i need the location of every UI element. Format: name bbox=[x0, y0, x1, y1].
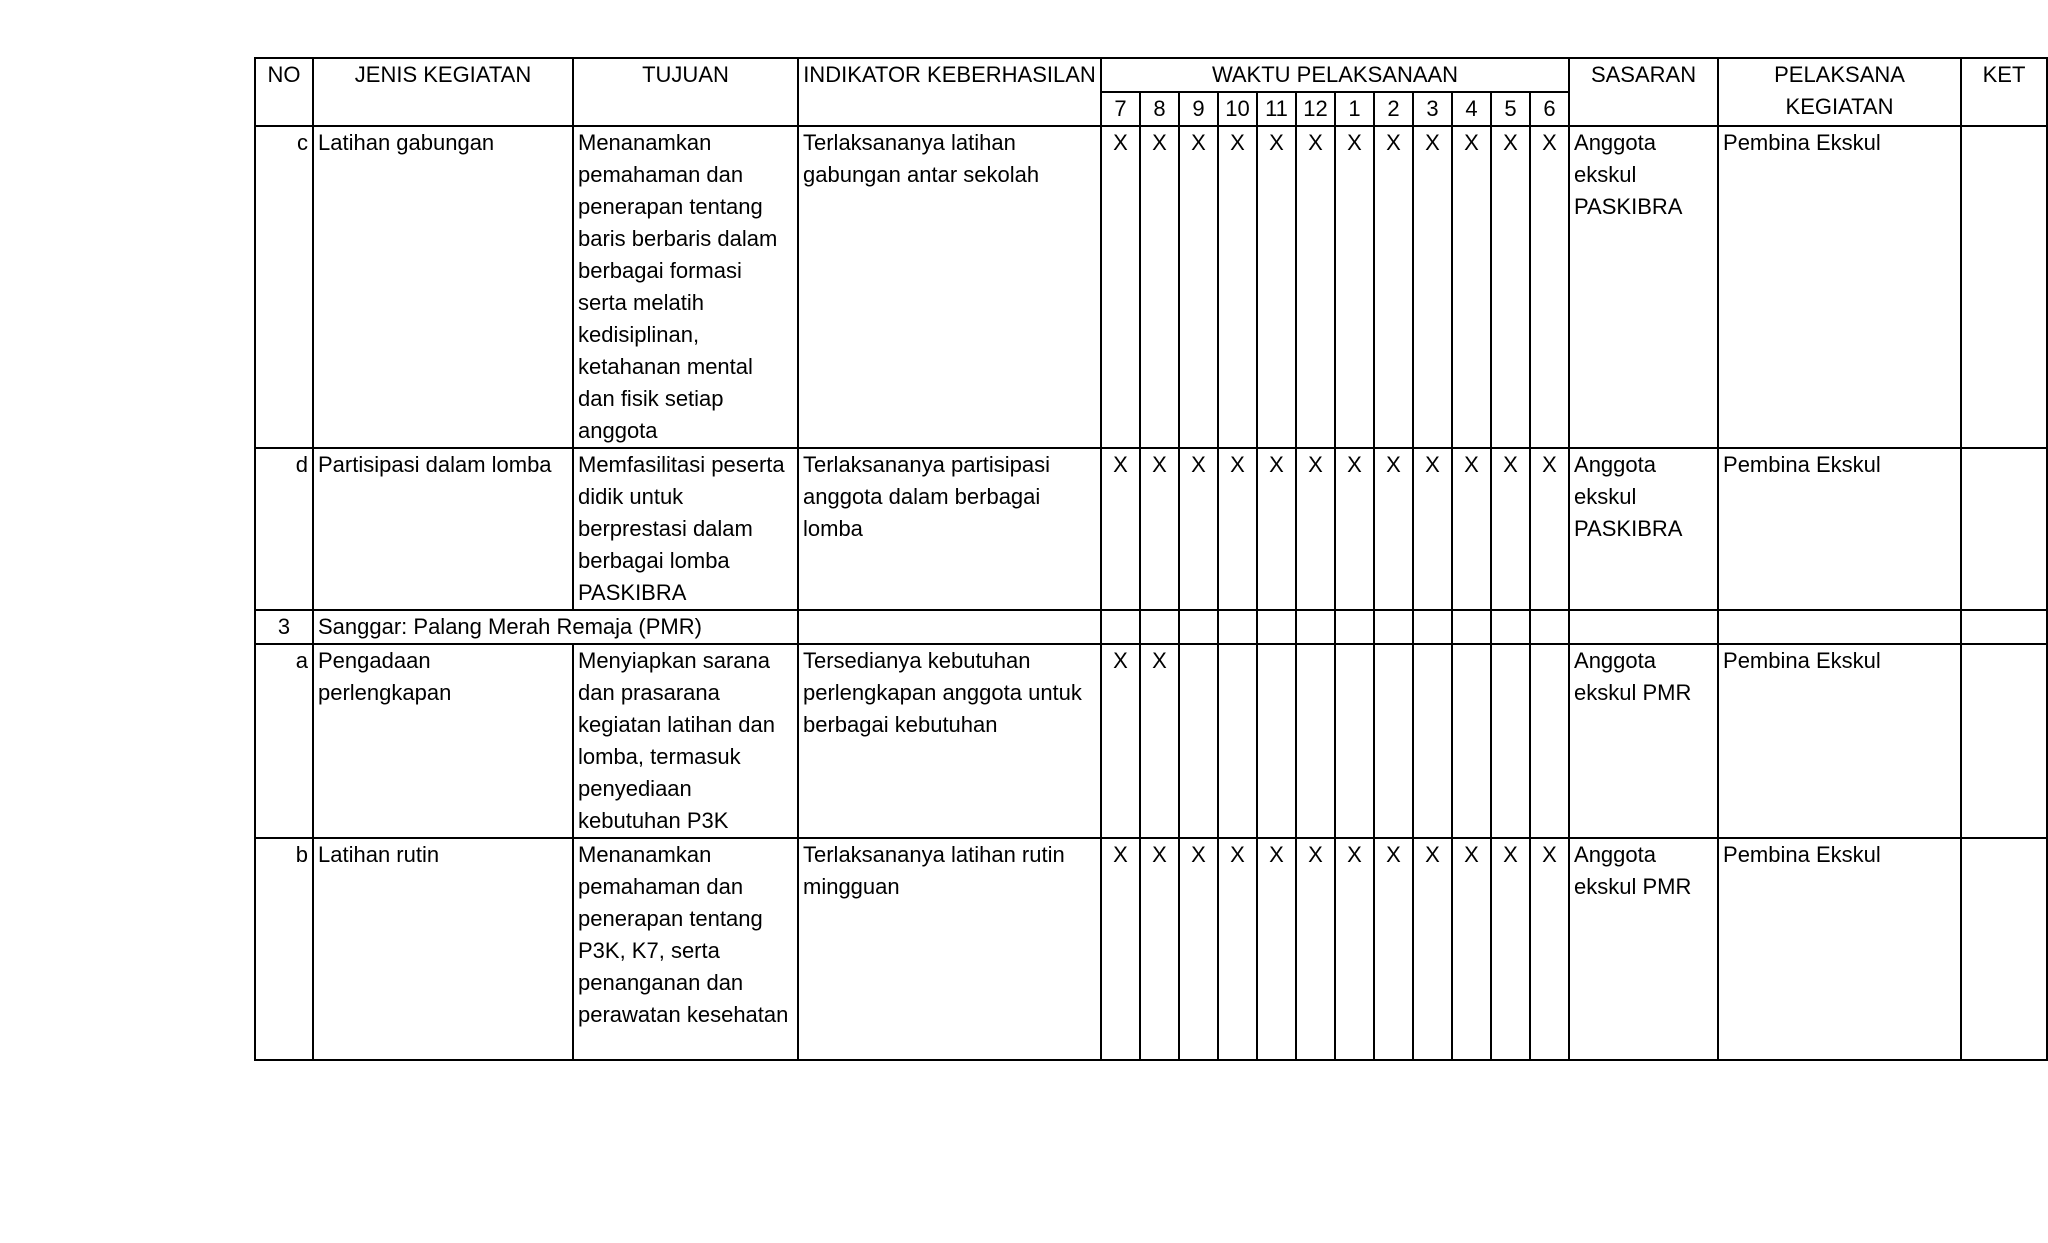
schedule-mark: X bbox=[1335, 448, 1374, 610]
indikator-cell: Tersedianya kebutuhan perlengkapan anggota untuk berbagai kebutuhan bbox=[798, 644, 1101, 838]
schedule-mark: X bbox=[1530, 838, 1569, 1060]
schedule-mark: X bbox=[1530, 126, 1569, 448]
pelaksana-cell: Pembina Ekskul bbox=[1718, 644, 1961, 838]
schedule-mark bbox=[1257, 644, 1296, 838]
schedule-mark bbox=[1530, 610, 1569, 644]
schedule-mark bbox=[1530, 644, 1569, 838]
schedule-mark bbox=[1296, 644, 1335, 838]
schedule-mark: X bbox=[1257, 838, 1296, 1060]
tujuan-cell: Memfasilitasi peserta didik untuk berprestasi dalam berbagai lomba PASKIBRA bbox=[573, 448, 798, 610]
month-header: 7 bbox=[1101, 92, 1140, 126]
schedule-mark: X bbox=[1374, 126, 1413, 448]
schedule-mark bbox=[1257, 610, 1296, 644]
ket-cell bbox=[1961, 448, 2047, 610]
schedule-mark bbox=[1140, 610, 1179, 644]
schedule-mark: X bbox=[1374, 448, 1413, 610]
schedule-mark bbox=[1374, 644, 1413, 838]
schedule-mark: X bbox=[1374, 838, 1413, 1060]
schedule-mark: X bbox=[1101, 448, 1140, 610]
row-number: d bbox=[255, 448, 313, 610]
schedule-mark: X bbox=[1218, 838, 1257, 1060]
schedule-mark: X bbox=[1491, 448, 1530, 610]
row-number: c bbox=[255, 126, 313, 448]
month-header: 1 bbox=[1335, 92, 1374, 126]
header-sasaran: SASARAN bbox=[1569, 58, 1718, 126]
schedule-mark: X bbox=[1140, 448, 1179, 610]
tujuan-cell: Menyiapkan sarana dan prasarana kegiatan latihan dan lomba, termasuk penyediaan kebutuhan P3K bbox=[573, 644, 798, 838]
section-title: Sanggar: Palang Merah Remaja (PMR) bbox=[313, 610, 798, 644]
schedule-mark bbox=[1335, 644, 1374, 838]
pelaksana-cell bbox=[1718, 610, 1961, 644]
schedule-mark bbox=[1296, 610, 1335, 644]
table-row bbox=[255, 448, 2047, 610]
month-header: 6 bbox=[1530, 92, 1569, 126]
month-header: 5 bbox=[1491, 92, 1530, 126]
schedule-mark: X bbox=[1218, 126, 1257, 448]
tujuan-cell: Menanamkan pemahaman dan penerapan tentang baris berbaris dalam berbagai formasi serta melatih kedisiplinan, ketahanan mental dan fisik setiap anggota bbox=[573, 126, 798, 448]
schedule-mark: X bbox=[1413, 126, 1452, 448]
header-waktu-pelaksanaan: WAKTU PELAKSANAAN bbox=[1101, 58, 1569, 92]
sasaran-cell: Anggota ekskul PMR bbox=[1569, 644, 1718, 838]
schedule-mark bbox=[1491, 610, 1530, 644]
header-pelaksana: PELAKSANA KEGIATAN bbox=[1718, 58, 1961, 126]
schedule-mark: X bbox=[1335, 838, 1374, 1060]
pelaksana-cell: Pembina Ekskul bbox=[1718, 448, 1961, 610]
schedule-mark: X bbox=[1452, 448, 1491, 610]
schedule-mark: X bbox=[1530, 448, 1569, 610]
schedule-mark bbox=[1413, 644, 1452, 838]
schedule-mark bbox=[1218, 644, 1257, 838]
schedule-mark: X bbox=[1101, 644, 1140, 838]
indikator-cell: Terlaksananya partisipasi anggota dalam berbagai lomba bbox=[798, 448, 1101, 610]
table-row bbox=[255, 644, 2047, 838]
month-header: 4 bbox=[1452, 92, 1491, 126]
month-header: 3 bbox=[1413, 92, 1452, 126]
month-header: 12 bbox=[1296, 92, 1335, 126]
schedule-mark: X bbox=[1491, 838, 1530, 1060]
header-indikator: INDIKATOR KEBERHASILAN bbox=[798, 58, 1101, 126]
sasaran-cell: Anggota ekskul PASKIBRA bbox=[1569, 448, 1718, 610]
month-header: 11 bbox=[1257, 92, 1296, 126]
indikator-cell bbox=[798, 610, 1101, 644]
section-row bbox=[255, 610, 2047, 644]
schedule-mark: X bbox=[1296, 838, 1335, 1060]
schedule-mark: X bbox=[1257, 448, 1296, 610]
schedule-mark: X bbox=[1413, 838, 1452, 1060]
jenis-kegiatan-cell: Latihan rutin bbox=[313, 838, 573, 1060]
header-row bbox=[255, 58, 2047, 92]
schedule-mark: X bbox=[1335, 126, 1374, 448]
table-row bbox=[255, 838, 2047, 1060]
schedule-mark: X bbox=[1101, 126, 1140, 448]
schedule-mark: X bbox=[1413, 448, 1452, 610]
schedule-mark bbox=[1452, 644, 1491, 838]
sasaran-cell: Anggota ekskul PMR bbox=[1569, 838, 1718, 1060]
schedule-mark bbox=[1179, 610, 1218, 644]
ket-cell bbox=[1961, 126, 2047, 448]
jenis-kegiatan-cell: Latihan gabungan bbox=[313, 126, 573, 448]
tujuan-cell: Menanamkan pemahaman dan penerapan tentang P3K, K7, serta penanganan dan perawatan kesehatan bbox=[573, 838, 798, 1060]
schedule-mark: X bbox=[1452, 838, 1491, 1060]
ket-cell bbox=[1961, 610, 2047, 644]
schedule-mark: X bbox=[1101, 838, 1140, 1060]
indikator-cell: Terlaksananya latihan gabungan antar sekolah bbox=[798, 126, 1101, 448]
schedule-mark bbox=[1101, 610, 1140, 644]
schedule-mark bbox=[1179, 644, 1218, 838]
pelaksana-cell: Pembina Ekskul bbox=[1718, 838, 1961, 1060]
section-number: 3 bbox=[255, 610, 313, 644]
schedule-mark bbox=[1452, 610, 1491, 644]
schedule-mark: X bbox=[1179, 838, 1218, 1060]
schedule-mark: X bbox=[1140, 126, 1179, 448]
table-body bbox=[255, 126, 2047, 1060]
schedule-mark: X bbox=[1296, 126, 1335, 448]
month-header: 2 bbox=[1374, 92, 1413, 126]
row-number: b bbox=[255, 838, 313, 1060]
activity-plan-table bbox=[254, 57, 2048, 1061]
header-ket: KET bbox=[1961, 58, 2047, 126]
ket-cell bbox=[1961, 644, 2047, 838]
jenis-kegiatan-cell: Partisipasi dalam lomba bbox=[313, 448, 573, 610]
schedule-mark: X bbox=[1218, 448, 1257, 610]
header-jenis-kegiatan: JENIS KEGIATAN bbox=[313, 58, 573, 126]
table-header bbox=[255, 58, 2047, 126]
pelaksana-cell: Pembina Ekskul bbox=[1718, 126, 1961, 448]
month-header: 10 bbox=[1218, 92, 1257, 126]
month-header: 9 bbox=[1179, 92, 1218, 126]
schedule-mark: X bbox=[1452, 126, 1491, 448]
indikator-cell: Terlaksananya latihan rutin mingguan bbox=[798, 838, 1101, 1060]
schedule-mark bbox=[1491, 644, 1530, 838]
sasaran-cell: Anggota ekskul PASKIBRA bbox=[1569, 126, 1718, 448]
schedule-mark bbox=[1218, 610, 1257, 644]
jenis-kegiatan-cell: Pengadaan perlengkapan bbox=[313, 644, 573, 838]
month-header: 8 bbox=[1140, 92, 1179, 126]
ket-cell bbox=[1961, 838, 2047, 1060]
schedule-mark: X bbox=[1296, 448, 1335, 610]
header-no: NO bbox=[255, 58, 313, 126]
row-number: a bbox=[255, 644, 313, 838]
sasaran-cell bbox=[1569, 610, 1718, 644]
table-row bbox=[255, 126, 2047, 448]
schedule-mark bbox=[1374, 610, 1413, 644]
schedule-mark: X bbox=[1179, 126, 1218, 448]
header-tujuan: TUJUAN bbox=[573, 58, 798, 126]
schedule-mark: X bbox=[1491, 126, 1530, 448]
schedule-mark bbox=[1413, 610, 1452, 644]
schedule-mark: X bbox=[1140, 838, 1179, 1060]
schedule-mark: X bbox=[1257, 126, 1296, 448]
schedule-mark: X bbox=[1140, 644, 1179, 838]
schedule-mark bbox=[1335, 610, 1374, 644]
schedule-mark: X bbox=[1179, 448, 1218, 610]
